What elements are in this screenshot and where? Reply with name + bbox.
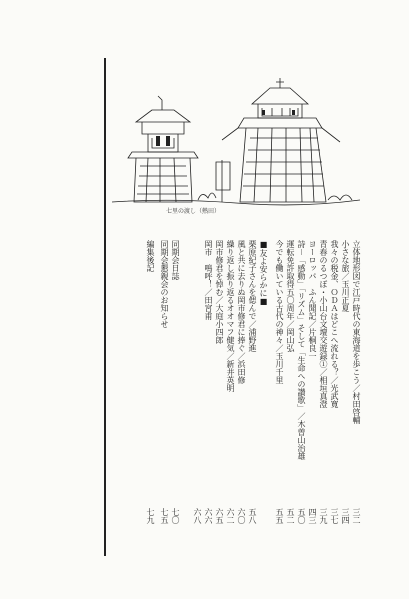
toc-entry-title: 青春のるつぼ・小山台文壇交遊録①／相垣真澄 <box>319 240 328 408</box>
toc-entry-title: 同期会懇親会のお知らせ <box>160 240 169 328</box>
toc-entry-title: 我々の税金、ＯＤＡはどこへ流れる？／光武寛 <box>330 240 339 408</box>
toc-entry-title: 立体地形図で江戸時代の東海道を歩こう／村田啓輔 <box>352 240 361 424</box>
toc-entry-page: 七〇 <box>171 508 180 524</box>
toc-entry-page: 五二 <box>286 508 295 524</box>
toc-entry-page: 三九 <box>319 508 328 524</box>
toc-entry-page: 三七 <box>330 508 339 524</box>
toc-entry-title: 岡市修君を悼む／大庭小四郎 <box>215 240 224 344</box>
illustration-shichiri-watashi <box>112 70 360 220</box>
toc-entry-page: 六〇 <box>237 508 246 524</box>
toc-entry-title: 運転免許取得五〇周年／岡山弘 <box>286 240 295 352</box>
toc-entry-page: 三四 <box>341 508 350 524</box>
toc-entry-page: 七九 <box>146 508 155 524</box>
toc-entry-title: 編集後記 <box>146 240 155 272</box>
illustration-caption: 七里の渡し（熱田） <box>166 208 221 215</box>
toc-entry-page: 三二 <box>352 508 361 524</box>
lighthouse-sketch-image <box>112 70 360 220</box>
toc-entry-page: 六二 <box>226 508 235 524</box>
toc-entry-page: 六五 <box>215 508 224 524</box>
toc-entry-page: 四三 <box>308 508 317 524</box>
toc-entry-page: 五八 <box>248 508 257 524</box>
toc-entry-page: 五五 <box>275 508 284 524</box>
toc-entry-title: 風と共に去りぬ岡市修君に捧ぐ／浜田修 <box>237 240 246 384</box>
toc-entry-title: ■友よ安らかに■ <box>259 240 268 306</box>
toc-entry-title: 栗原紀子さんを偲んで／浦野進 <box>248 240 257 352</box>
toc-entry-title: 同期会日誌 <box>171 240 180 280</box>
table-of-contents <box>112 240 360 550</box>
toc-entry-title: 岡市 鳴呼！／田宮甫 <box>204 240 213 320</box>
toc-entry-page: 七五 <box>160 508 169 524</box>
toc-entry-page: 六八 <box>193 508 202 524</box>
toc-entry-title: 繰り返し振り返るオオマフ健気／新井英明 <box>226 240 235 392</box>
ghost-text <box>36 60 88 180</box>
toc-entry-page: 六六 <box>204 508 213 524</box>
vertical-divider-rule <box>104 58 106 556</box>
toc-entry-title: 詩－「感動」「リズム」そして「生命への讃歌」／木曽山治雄 <box>297 240 306 460</box>
toc-entry-page: 五〇 <box>297 508 306 524</box>
toc-entry-title: 小さな旅／玉川正夏 <box>341 240 350 312</box>
toc-entry-title: ヨーロッパ ふん聞記／片桐良一 <box>308 240 317 360</box>
toc-entry-title: 今でも働いている古代の神々／玉川千里 <box>275 240 284 384</box>
